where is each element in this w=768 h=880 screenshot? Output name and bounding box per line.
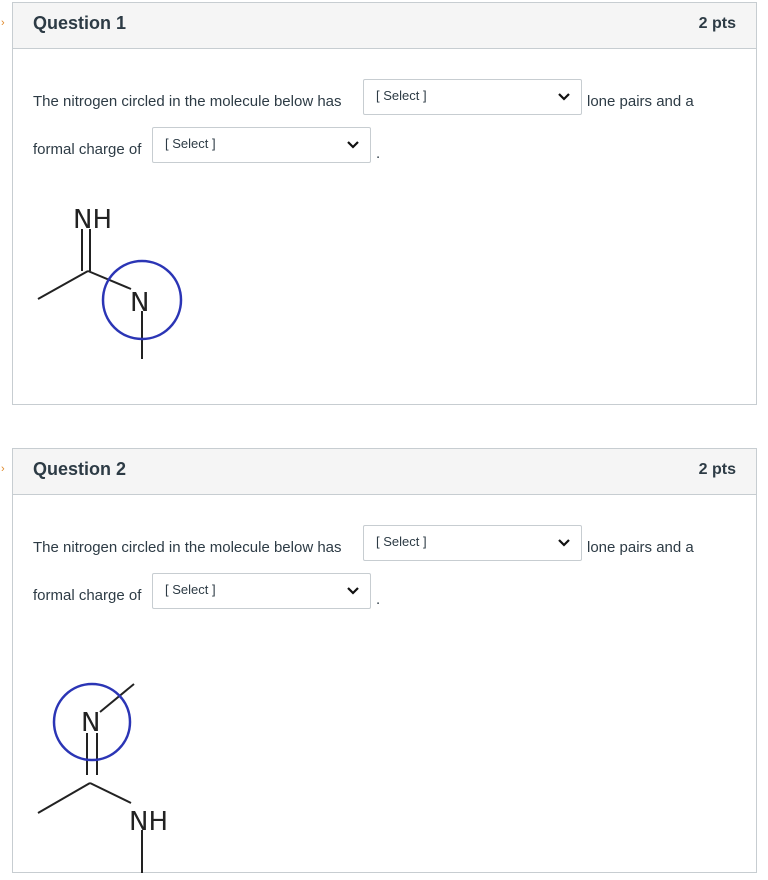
nh-label: NH bbox=[129, 807, 168, 837]
molecule-structure bbox=[13, 49, 313, 406]
nh-label: NH bbox=[73, 205, 112, 235]
lone-pairs-select[interactable] bbox=[363, 79, 582, 115]
question-body bbox=[13, 49, 756, 404]
question-1 bbox=[1, 2, 757, 405]
question-header bbox=[13, 3, 756, 49]
chevron-down-icon bbox=[346, 584, 360, 598]
question-2 bbox=[1, 448, 757, 873]
chevron-down-icon bbox=[346, 138, 360, 152]
question-points: 2 pts bbox=[698, 461, 736, 478]
chevron-down-icon bbox=[557, 90, 571, 104]
question-body bbox=[13, 495, 756, 872]
bond-line bbox=[38, 271, 88, 299]
question-title: Question 1 bbox=[33, 13, 127, 33]
molecule-structure bbox=[13, 495, 313, 874]
question-text-part1: The nitrogen circled in the molecule below has bbox=[33, 93, 342, 110]
bond-line bbox=[100, 684, 134, 712]
question-marker-icon: › bbox=[1, 463, 5, 475]
question-text-part1: The nitrogen circled in the molecule below has bbox=[33, 539, 342, 556]
question-text-end: . bbox=[376, 145, 381, 162]
question-text-part2: lone pairs and a bbox=[587, 93, 694, 110]
chevron-down-icon bbox=[557, 536, 571, 550]
question-text-part3: formal charge of bbox=[33, 141, 142, 158]
bond-line bbox=[90, 783, 131, 803]
circled-n-label: N bbox=[130, 288, 150, 318]
question-text-part2: lone pairs and a bbox=[587, 539, 694, 556]
select-value: [ Select ] bbox=[165, 136, 216, 151]
question-text-part3: formal charge of bbox=[33, 587, 142, 604]
select-value: [ Select ] bbox=[376, 88, 427, 103]
lone-pairs-select[interactable] bbox=[363, 525, 582, 561]
question-marker-icon: › bbox=[1, 17, 5, 29]
question-header bbox=[13, 449, 756, 495]
question-text-end: . bbox=[376, 591, 381, 608]
circled-n-label: N bbox=[81, 708, 101, 738]
select-value: [ Select ] bbox=[165, 582, 216, 597]
question-points: 2 pts bbox=[698, 15, 736, 32]
bond-line bbox=[38, 783, 90, 813]
select-value: [ Select ] bbox=[376, 534, 427, 549]
question-title: Question 2 bbox=[33, 459, 127, 479]
